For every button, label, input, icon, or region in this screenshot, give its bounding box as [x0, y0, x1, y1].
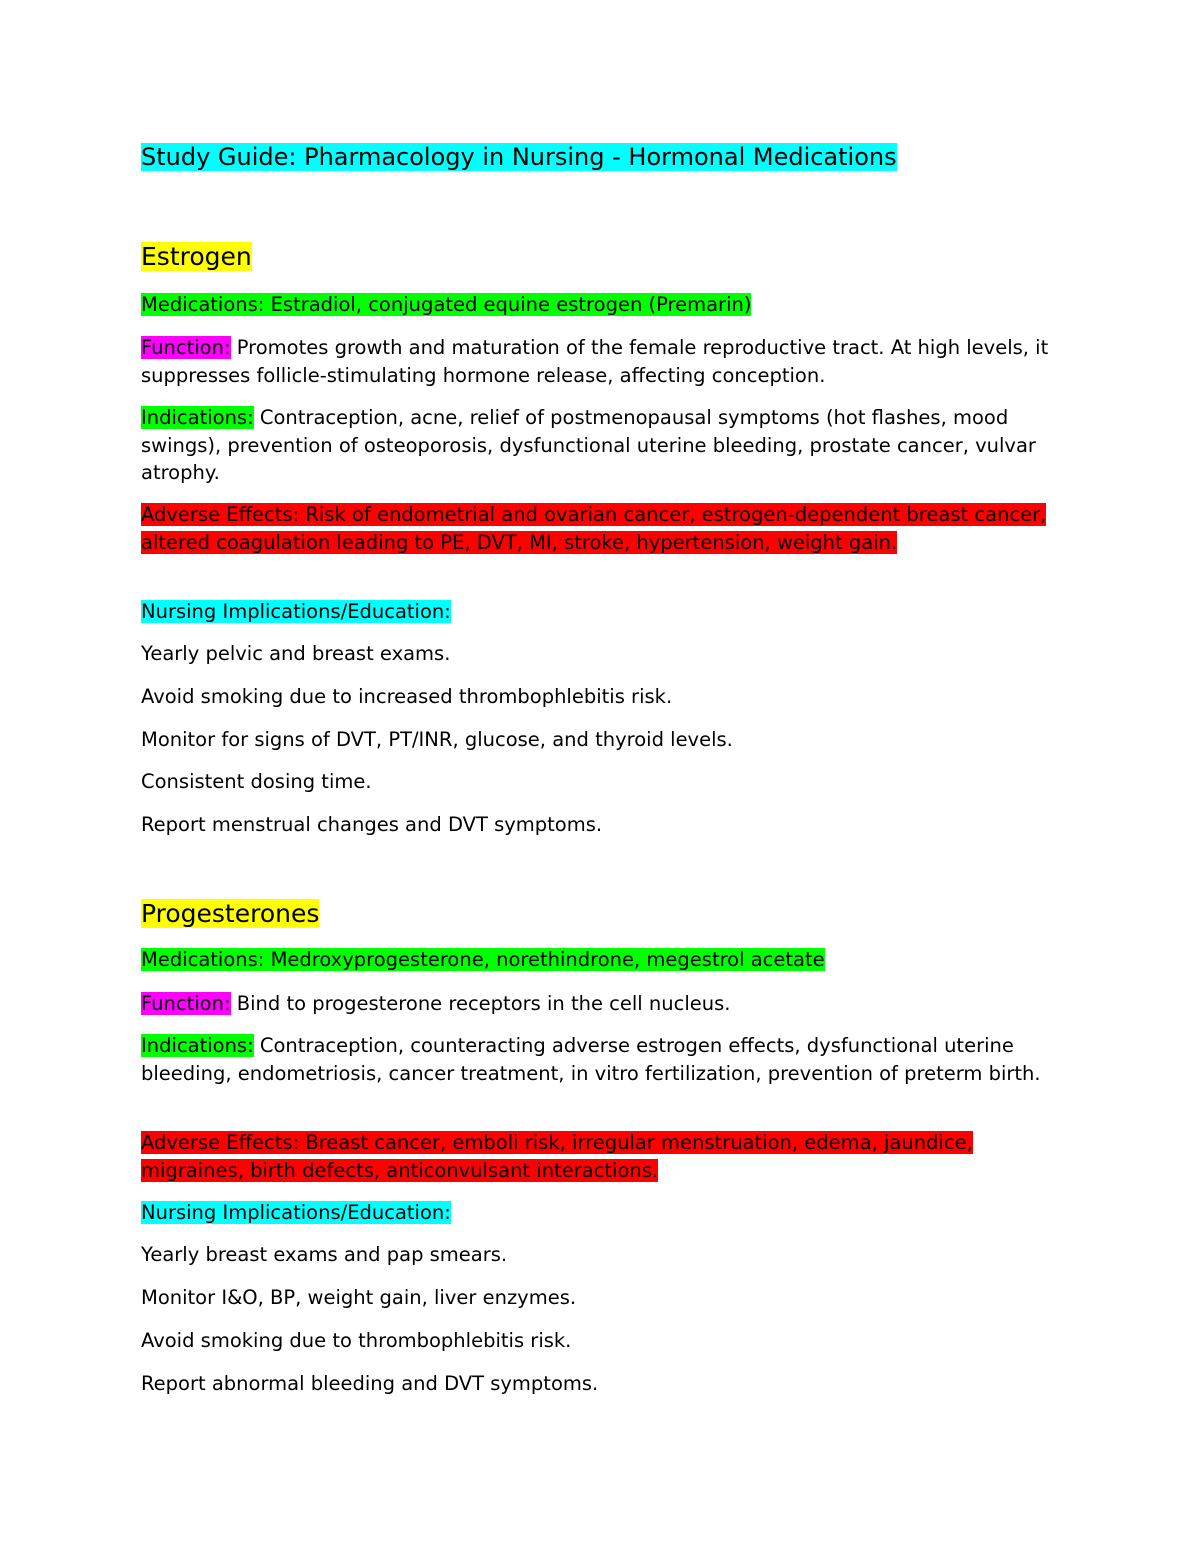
section-heading-text: Progesterones [141, 899, 320, 928]
adverse-effects-text: Adverse Effects: Breast cancer, emboli risk, irregular menstruation, edema, jaundice, migraines, birth defects, anticonvulsant interactions. [141, 1131, 973, 1182]
function-text: Promotes growth and maturation of the female reproductive tract. At high levels, it suppresses follicle-stimulating hormone release, affecting conception. [141, 336, 1049, 387]
adverse-effects-text: Adverse Effects: Risk of endometrial and ovarian cancer, estrogen-dependent breast cancer, altered coagulation leading to PE, DVT, MI, stroke, hypertension, weight gain. [141, 503, 1047, 554]
progesterones-adverse-effects [141, 1129, 1061, 1184]
list-item: Monitor I&O, BP, weight gain, liver enzymes. [141, 1286, 577, 1309]
nursing-label-text: Nursing Implications/Education: [141, 1201, 451, 1224]
estrogen-indications [141, 404, 1061, 487]
indications-text: Contraception, counteracting adverse estrogen effects, dysfunctional uterine bleeding, endometriosis, cancer treatment, in vitro fertilization, prevention of preterm birth. [141, 1034, 1041, 1085]
list-item: Yearly pelvic and breast exams. [141, 642, 451, 665]
indications-label: Indications: [141, 406, 254, 429]
medications-text: Medications: Estradiol, conjugated equine estrogen (Premarin) [141, 293, 752, 316]
progesterones-nursing-label [141, 1199, 1061, 1227]
function-text: Bind to progesterone receptors in the cell nucleus. [230, 992, 731, 1015]
section-heading-progesterones [141, 897, 319, 931]
document-title-text: Study Guide: Pharmacology in Nursing - Hormonal Medications [141, 143, 897, 171]
estrogen-medications [141, 291, 1061, 319]
progesterones-function [141, 990, 1061, 1018]
list-item: Yearly breast exams and pap smears. [141, 1243, 508, 1266]
progesterones-indications [141, 1032, 1061, 1087]
progesterones-medications [141, 946, 1061, 974]
nursing-label-text: Nursing Implications/Education: [141, 600, 451, 623]
list-item: Report menstrual changes and DVT symptoms. [141, 813, 603, 836]
estrogen-adverse-effects [141, 501, 1061, 556]
section-heading-text: Estrogen [141, 242, 252, 271]
list-item: Report abnormal bleeding and DVT symptoms. [141, 1372, 599, 1395]
indications-text: Contraception, acne, relief of postmenopausal symptoms (hot flashes, mood swings), prevention of osteoporosis, dysfunctional uterine bleeding, prostate cancer, vulvar atrophy. [141, 406, 1036, 484]
section-heading-estrogen [141, 240, 252, 274]
list-item: Avoid smoking due to thrombophlebitis risk. [141, 1329, 572, 1352]
document-title [141, 140, 897, 174]
function-label: Function: [141, 336, 231, 359]
list-item: Consistent dosing time. [141, 770, 372, 793]
list-item: Avoid smoking due to increased thrombophlebitis risk. [141, 685, 673, 708]
estrogen-function [141, 334, 1061, 389]
estrogen-nursing-label [141, 598, 1061, 626]
indications-label: Indications: [141, 1034, 254, 1057]
function-label: Function: [141, 992, 231, 1015]
list-item: Monitor for signs of DVT, PT/INR, glucose, and thyroid levels. [141, 728, 733, 751]
medications-text: Medications: Medroxyprogesterone, norethindrone, megestrol acetate [141, 948, 825, 971]
